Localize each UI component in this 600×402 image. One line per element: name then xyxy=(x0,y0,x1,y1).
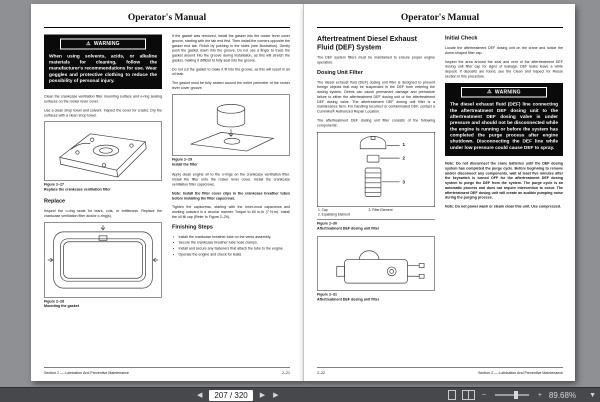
chevron-down-icon[interactable]: ▼ xyxy=(589,391,596,399)
figure-2-30-image xyxy=(317,132,435,207)
page-footer xyxy=(317,368,563,376)
document-spread xyxy=(31,4,575,381)
previous-page-button[interactable]: ◀ xyxy=(197,391,203,399)
figure-label: Figure 2–30 xyxy=(317,221,337,226)
figure-2-28-image xyxy=(44,222,162,297)
zoom-in-button[interactable]: + xyxy=(537,391,542,399)
warning-text: The diesel exhaust fluid (DEF) line connecting the aftertreatment DEF dosing unit to the aftertreatment DEF dosing valve is under pressure and should not be disconnected while the engine is running or before the system has completed the purge process after engine shutdown. Disconnecting the DEF line while under low pressure could cause DEF to spray. xyxy=(450,101,558,151)
warning-header xyxy=(60,39,146,50)
figure-caption: Install the filter xyxy=(172,161,198,167)
gasket-drawing xyxy=(45,223,162,297)
page-footer xyxy=(44,368,290,376)
paragraph: The diesel exhaust fluid (DEF) dosing unit filter is designed to prevent foreign objects that may be suspended in the DEF from entering the dosing system. Debris can cause permanent damage and premature failure to either the aftertreatment DEF dosing unit or the aftertreatment DEF dosing valve. The aftertreatment DEF dosing unit filter is a maintenance item. For handling incorrect or contaminated DEF, contact a Cummins® Authorized Repair Location. xyxy=(317,79,435,114)
next-page-button[interactable]: ▶ xyxy=(259,391,266,399)
figure-label: Figure 2–28 xyxy=(44,298,64,304)
figure-2-30 xyxy=(317,132,435,231)
paragraph: Clean the crankcase ventilation filter mounting surface and o-ring sealing surfaces on the rocker lever cover. xyxy=(44,94,162,104)
note-paragraph: Note: Do not power wash or steam clean this unit. Use compressed. xyxy=(445,204,562,209)
bottom-toolbar xyxy=(0,387,600,402)
paragraph: Inspect the area around the seal and vent of the aftertreatment DEF dosing unit filter cap for signs of leakage. DEF leaks leave a white deposit. If deposits are found, see the Clean and Inspect for Reuse section in this procedure. xyxy=(445,59,563,79)
note-paragraph: Note: Install the filter cover clips in the crankcase breather tubes before installing the filter capscrews. xyxy=(172,190,290,201)
warning-title-label: WARNING xyxy=(93,41,120,47)
callout-3: 3 xyxy=(402,179,406,185)
page-left-content xyxy=(31,4,303,381)
right-page-column-1 xyxy=(317,34,435,308)
paragraph: The gasket must be fully seated around the entire perimeter of the rocker lever cover groove. xyxy=(172,80,290,91)
warning-title-label: WARNING xyxy=(494,89,521,95)
legend-item: 3. Filter Element xyxy=(368,208,393,212)
zoom-out-button[interactable]: − xyxy=(481,391,486,399)
list-item: • Secure the crankcase breather tube hose clamps. xyxy=(179,240,291,245)
zoom-level: 89.68% xyxy=(548,390,577,400)
figure-2-31 xyxy=(317,237,435,302)
figure-caption: Aftertreatment DEF dosing unit filter xyxy=(317,226,380,231)
warning-box xyxy=(44,35,162,90)
list-item: • Operate the engine and check for leaks. xyxy=(179,252,291,257)
paragraph: Apply clean engine oil to the o-rings on the crankcase ventilation filter. Install the filter onto the rocker lever cover. Install the crankcase ventilation filter capscrews. xyxy=(172,172,290,187)
legend-item: 2. Equalizing Element xyxy=(318,212,350,217)
figure-2-29-image xyxy=(172,94,290,155)
callout-1: 1 xyxy=(402,141,406,147)
paragraph: Tighten the capscrews, starting with the inner-most capscrews and working outward in a circular manner. Torque to 60 in-lb (7 N·m). Install the oil fill cap (Refer to Figure 2–29). xyxy=(172,204,290,219)
paragraph: If the gasket was removed, install the gasket into the rocker lever cover groove, starting with the tab end first. Then install the corners opposite the gasket end tab. Finish by pushing in the sides (see illustration). Gently push the gasket down into the groove. Do not use a finger to trace the gasket around into the groove during installation, as this will stretch the gasket, making it difficult to fully seat into the groove. xyxy=(172,33,290,63)
page-left xyxy=(31,4,303,381)
figure-2-28 xyxy=(44,222,162,308)
paragraph: Inspect the o-ring seals for tears, cuts, or brittleness. Replace the crankcase ventilation filter and/or o-ring(s). xyxy=(44,208,162,218)
warning-box xyxy=(445,83,563,156)
figure-2-29 xyxy=(172,94,290,166)
section-heading: Initial Check xyxy=(445,35,478,41)
figure-caption: Mounting the gasket xyxy=(44,303,79,309)
footer-page-number: 2–22 xyxy=(317,370,325,375)
single-page-view-button[interactable] xyxy=(448,390,456,400)
section-heading: Replace xyxy=(44,198,66,204)
page-right-content xyxy=(304,4,575,381)
list-item: • Install and secure any fasteners that attach the tube to the engine. xyxy=(179,246,291,251)
page-right xyxy=(303,4,575,381)
last-page-button[interactable]: ▶ xyxy=(273,391,279,399)
def-dosing-unit-drawing xyxy=(318,237,435,290)
figure-label: Figure 2–31 xyxy=(317,292,337,297)
callout-2: 2 xyxy=(402,155,406,161)
warning-icon: ⚠ xyxy=(487,89,492,95)
footer-section: Section 2 — Lubrication And Preventive Maintenance xyxy=(478,370,563,375)
filter-install-drawing xyxy=(173,95,290,155)
figure-label: Figure 2–27 xyxy=(44,182,64,187)
page-number-input[interactable]: 207 / 320 xyxy=(209,390,252,401)
warning-header xyxy=(461,87,547,98)
figure-2-27 xyxy=(44,122,162,192)
figure-caption: Aftertreatment DEF dosing unit filter xyxy=(317,296,380,302)
left-page-column-2 xyxy=(172,34,290,315)
section-heading: Finishing Steps xyxy=(172,223,213,230)
finishing-steps-list xyxy=(179,234,291,257)
def-filter-exploded-drawing xyxy=(318,132,435,206)
note-paragraph: Note: Do not disconnect the crane batteries until the DEF dosing system has completed the purge cycle. Before beginning to remove and/or disconnect any components, wait at least five minutes after the keyswitch is turned OFF for the aftertreatment DEF dosing system to purge the DEF from the system. The purge cycle is an automatic process and does not require intervention to occur. The aftertreatment DEF dosing unit will create an audible pumping noise during the purging process. xyxy=(445,160,563,200)
paragraph: Do not cut the gasket to make it fit into the groove, as this will result in an oil leak. xyxy=(172,66,290,77)
footer-section: Section 2 — Lubrication And Preventive Maintenance xyxy=(44,370,129,375)
figure-2-27-image xyxy=(44,122,162,181)
paragraph: Use a clean shop towel and solvent. Inspect the cover for cracks. Dry the surfaces with a clean shop towel. xyxy=(44,107,162,118)
paragraph: Locate the aftertreatment DEF dosing unit on the crane and notice the dome-shaped filter cap. xyxy=(445,45,563,55)
footer-page-number: 2–21 xyxy=(282,370,290,375)
figure-2-31-image xyxy=(317,237,435,291)
figure-label: Figure 2–29 xyxy=(172,156,192,162)
paragraph: The DEF system filters must be maintained to ensure proper engine operation. xyxy=(317,55,435,65)
warning-text: When using solvents, acids, or alkaline materials for cleaning, follow the manufacturer's recommendations for use. Wear goggles and protective clothing to reduce the possibility of personal injury. xyxy=(49,53,157,84)
legend-item: 1. Cap xyxy=(318,208,328,212)
list-item: • Install the crankcase breather tube on the vents assembly. xyxy=(179,234,291,239)
right-page-column-2 xyxy=(445,34,563,308)
chapter-heading: Aftertreatment Diesel Exhaust Fluid (DEF) System xyxy=(317,34,417,51)
section-heading: Dosing Unit Filter xyxy=(317,69,363,76)
warning-icon: ⚠ xyxy=(86,40,91,47)
figure-legend xyxy=(317,207,435,220)
zoom-slider[interactable] xyxy=(495,394,529,396)
page-title: Operator's Manual xyxy=(44,12,290,28)
engine-cover-drawing xyxy=(45,122,162,180)
facing-pages-view-button[interactable] xyxy=(462,390,475,400)
left-page-column-1 xyxy=(44,34,162,315)
zoom-slider-thumb[interactable] xyxy=(514,391,518,399)
paragraph: The aftertreatment DEF dosing unit filter consists of the following components: xyxy=(317,118,435,128)
figure-caption: Replace the crankcase ventilation filter xyxy=(44,187,111,192)
page-title: Operator's Manual xyxy=(317,12,563,28)
